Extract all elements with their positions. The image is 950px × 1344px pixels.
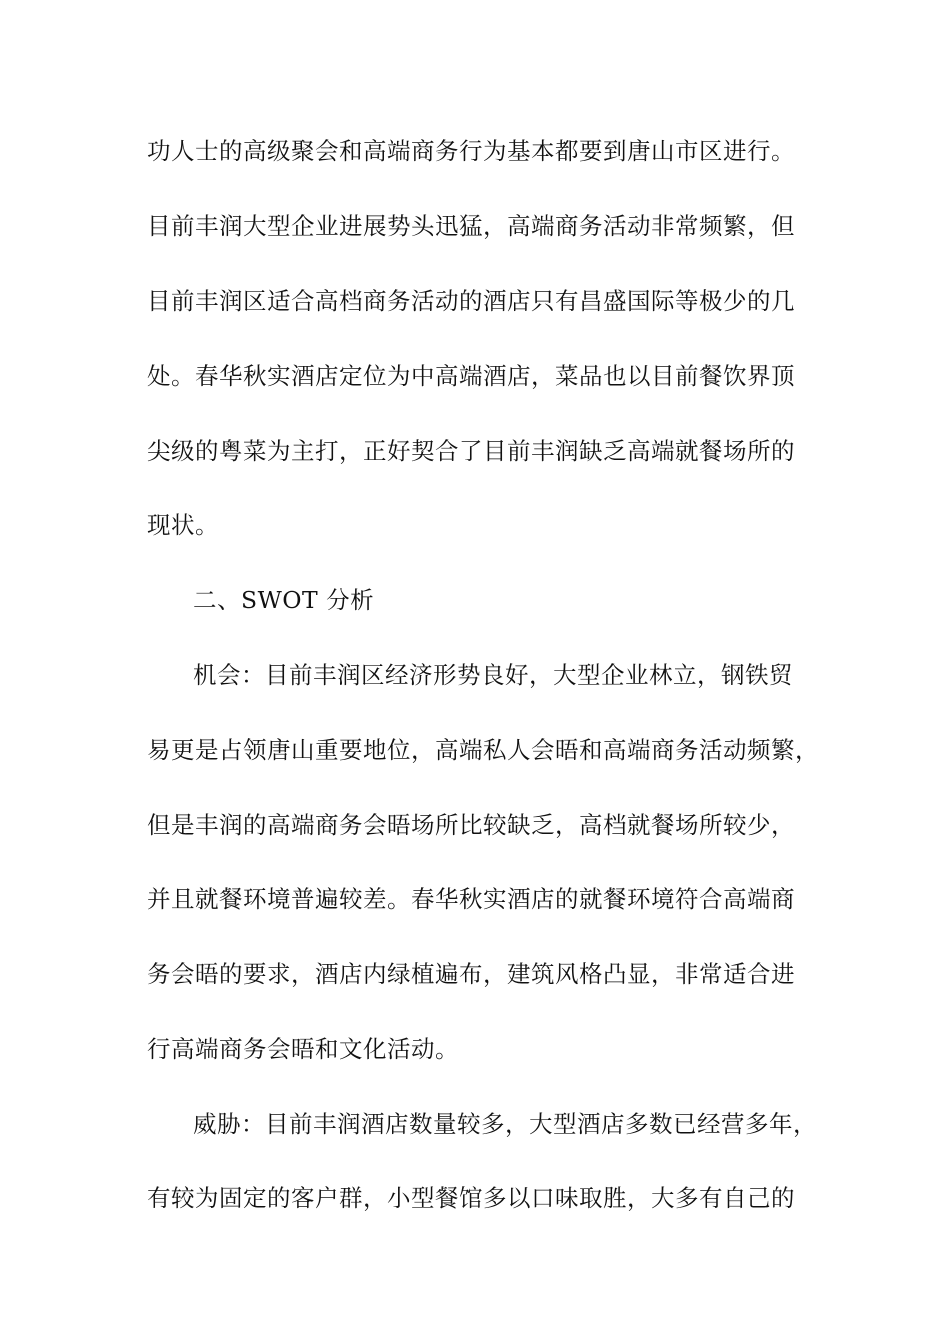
text-line: 现状。: [147, 511, 219, 539]
text-line: 有较为固定的客户群，小型餐馆多以口味取胜，大多有自己的: [147, 1184, 795, 1212]
text-line: 易更是占领唐山重要地位，高端私人会晤和高端商务活动频繁，: [147, 736, 819, 764]
text-line: 威胁：目前丰润酒店数量较多，大型酒店多数已经营多年，: [193, 1110, 817, 1138]
text-line: 目前丰润大型企业进展势头迅猛，高端商务活动非常频繁，但: [147, 212, 795, 240]
text-line: 尖级的粤菜为主打，正好契合了目前丰润缺乏高端就餐场所的: [147, 437, 795, 465]
text-line: 处。春华秋实酒店定位为中高端酒店，菜品也以目前餐饮界顶: [147, 362, 795, 390]
text-line: 但是丰润的高端商务会晤场所比较缺乏，高档就餐场所较少，: [147, 811, 795, 839]
text-line: 机会：目前丰润区经济形势良好，大型企业林立，钢铁贸: [193, 661, 793, 689]
text-line: 行高端商务会晤和文化活动。: [147, 1035, 459, 1063]
text-line: 目前丰润区适合高档商务活动的酒店只有昌盛国际等极少的几: [147, 287, 795, 315]
text-line: 务会晤的要求，酒店内绿植遍布，建筑风格凸显，非常适合进: [147, 960, 795, 988]
text-line: 并且就餐环境普遍较差。春华秋实酒店的就餐环境符合高端商: [147, 885, 795, 913]
section-heading: 二、SWOT 分析: [193, 586, 375, 614]
text-line: 功人士的高级聚会和高端商务行为基本都要到唐山市区进行。: [147, 137, 795, 165]
